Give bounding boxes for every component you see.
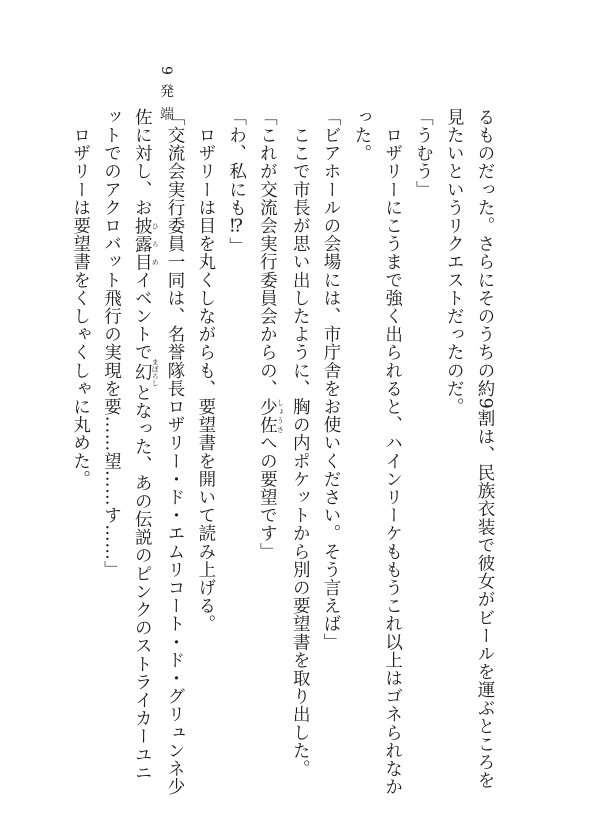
text-line [377,108,408,796]
text-line [315,108,346,748]
text-segment: ロザリーは目を丸くしながらも、要望書を開いて読み上げる。 [195,108,216,633]
ruby-base: 少佐 [257,397,278,434]
text-segment: ロザリーは要望書をくしゃくしゃに丸めた。 [70,108,91,489]
ruby-reading: しょうさ [276,397,285,434]
text-segment: イベントで [132,270,153,362]
chapter-title: 発端 [158,83,174,130]
body-text [65,108,500,796]
text-line [96,108,127,748]
text-segment: への要望です」 [257,433,278,561]
text-segment: ここで市長が思い出したように、胸の内ポケットから別の要望書を取り出した。 [290,108,311,778]
text-line [469,108,500,790]
text-line [126,108,160,782]
text-line [346,108,377,748]
text-segment: 「うむう」 [413,108,434,199]
text-line [221,108,252,748]
text-segment: 「交流会実行委員一同は、名誉隊長ロザリー・ド・エムリコート・ド・グリュンネ少 [165,108,186,796]
ruby-base: 披露目 [132,216,153,271]
text-segment: ロザリーにこうまで強く出られると、ハインリーケももうこれ以上はゴネられなか [382,108,403,796]
text-line [65,108,96,748]
text-segment: 「これが交流会実行委員会からの、 [257,108,278,398]
ruby-reading: まぼろし [151,358,160,387]
text-segment: となった、あの伝説のピンクのストライカーユニ [132,383,153,782]
text-line [252,108,285,748]
text-line [284,108,315,778]
text-segment: 見たいというリクエストだったのだ。 [444,108,465,416]
text-segment: 「ビアホールの会場には、市庁舎をお使いください。そう言えば」 [321,108,342,651]
text-segment: った。 [351,108,372,163]
ruby-annotation [257,397,285,434]
ruby-reading: ひろめ [151,216,160,271]
text-segment: ットでのアクロバット飛行の実現を要……望……す……」 [101,108,122,579]
text-line [438,108,469,748]
text-line [408,108,439,748]
ruby-annotation [132,358,160,387]
text-segment: るものだった。さらにそのうちの約9割は、民族衣装で彼女がビールを運ぶところを [475,108,495,790]
text-segment: 「わ、私にも⁉」 [226,108,247,256]
ruby-base: 幻 [132,358,153,387]
text-line [159,108,190,796]
text-segment: 佐に対し、お [132,108,153,217]
text-line [190,108,221,748]
page-number: 9 [158,66,174,76]
ruby-annotation [132,216,160,271]
